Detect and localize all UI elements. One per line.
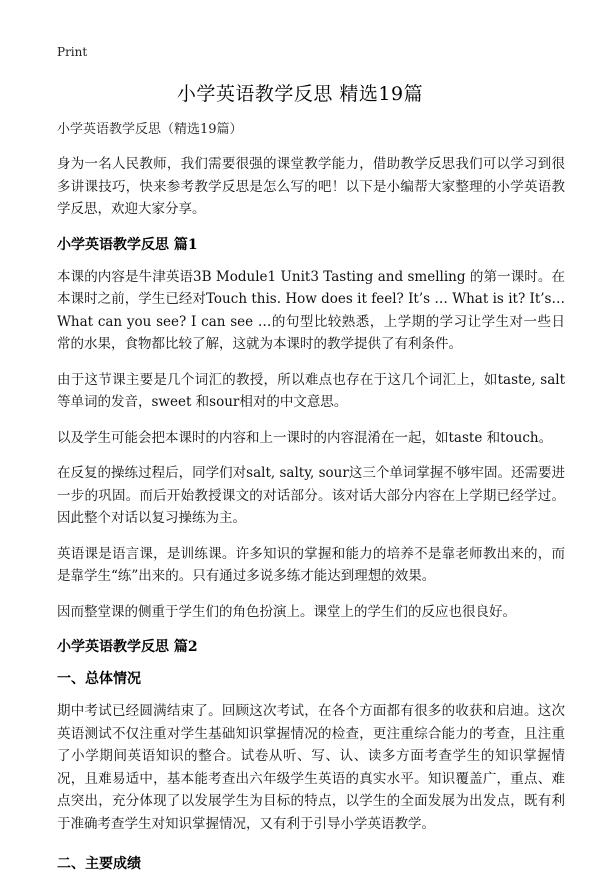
- section-1-paragraph: 以及学生可能会把本课时的内容和上一课时的内容混淆在一起，如taste 和touch。: [57, 429, 553, 446]
- section-1-heading: 小学英语教学反思 篇1: [57, 236, 198, 253]
- print-link[interactable]: Print: [57, 45, 88, 59]
- section-1-paragraph: 在反复的操练过程后，同学们对salt, salty, sour这三个单词掌握不够牢固。还需要进一步的巩固。而后开始教授课文的对话部分。该对话大部分内容在上学期已经学过。因此整个对话以复习操练为主。: [57, 465, 565, 526]
- section-2-paragraph: 期中考试已经圆满结束了。回顾这次考试，在各个方面都有很多的收获和启迪。这次英语测试不仅注重对学生基础知识掌握情况的检查，更注重综合能力的考查，且注重了小学期间英语知识的整合。试卷从听、写、认、读多方面考查学生的知识掌握情况，且难易适中，基本能考查出六年级学生英语的真实水平。知识覆盖广，重点、难点突出，充分体现了以发展学生为目标的特点，以学生的全面发展为出发点，既有利于准确考查学生对知识掌握情况，又有利于引导小学英语教学。: [57, 703, 565, 832]
- section-1-paragraph: 英语课是语言课，是训练课。许多知识的掌握和能力的培养不是靠老师教出来的，而是靠学生“练”出来的。只有通过多说多练才能达到理想的效果。: [57, 545, 565, 584]
- page-title: 小学英语教学反思 精选19篇: [176, 83, 424, 105]
- section-2-subheading-overview: 一、总体情况: [57, 671, 141, 687]
- section-2-heading: 小学英语教学反思 篇2: [57, 639, 198, 655]
- section-1-paragraph: 由于这节课主要是几个词汇的教授，所以难点也存在于这几个词汇上，如taste, salt等单词的发音，sweet 和sour相对的中文意思。: [57, 371, 565, 410]
- section-2-subheading-achievements: 二、主要成绩: [57, 856, 141, 872]
- article-body: [57, 120, 565, 885]
- article-subtitle: 小学英语教学反思（精选19篇）: [57, 122, 243, 137]
- intro-paragraph: 身为一名人民教师，我们需要很强的课堂教学能力，借助教学反思我们可以学习到很多讲课技巧，快来参考教学反思是怎么写的吧！以下是小编帮大家整理的小学英语教学反思，欢迎大家分享。: [57, 156, 565, 217]
- section-1-paragraph: 因而整堂课的侧重于学生们的角色扮演上。课堂上的学生们的反应也很良好。: [57, 603, 516, 620]
- section-1-paragraph: 本课的内容是牛津英语3B Module1 Unit3 Tasting and smelling 的第一课时。在本课时之前，学生已经对Touch this. How does it feel? It’s … What is it? It’s… What can you see? I can see …的句型比较熟悉，上学期的学习让学生对一些日常的水果，食物都比较了解，这就为本课时的教学提供了有利条件。: [57, 268, 565, 352]
